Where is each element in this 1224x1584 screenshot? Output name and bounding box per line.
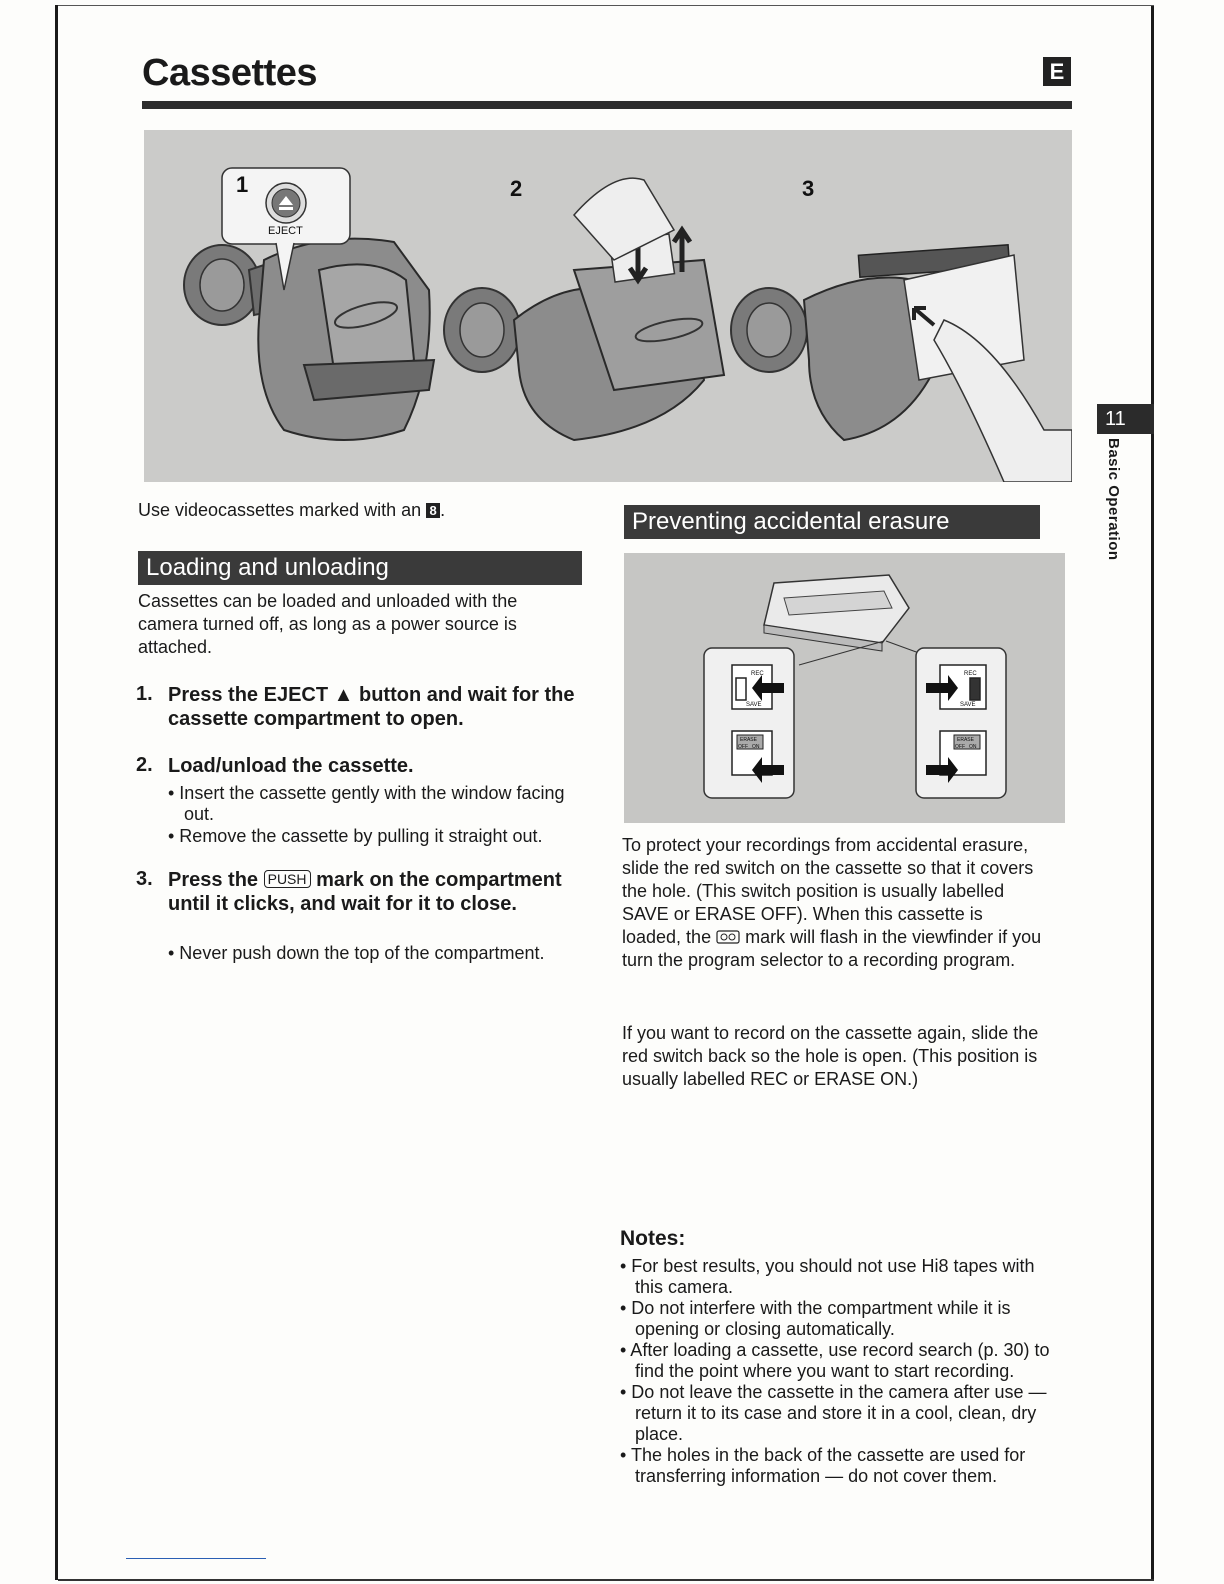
step-label-3: 3 [802,176,815,201]
step-3-number: 3. [136,868,153,890]
section-side-label: Basic Operation [1105,438,1122,561]
footer-rule [126,1558,266,1559]
loading-intro: Cassettes can be loaded and unloaded with the camera turned off, as long as a power source is attached. [138,591,518,657]
title-rule [142,101,1072,109]
label-save-right: SAVE [960,702,976,708]
step-2-bullet-1: • Insert the cassette gently with the window facing out. [168,783,565,824]
note-item: • For best results, you should not use Hi8 tapes with this camera. [620,1256,1035,1297]
page-border-right [1151,5,1154,1580]
notes-title: Notes: [620,1227,686,1250]
erasure-switch-illustration [624,553,1065,823]
erasure-p1-text-b: mark will flash in the viewfinder if you turn the program selector to a recording program. [622,927,1042,970]
erasure-p1-text-a: To protect your recordings from accidental erasure, slide the red switch on the cassette so that it covers the hole. (This switch position is usually labelled SAVE or ERASE OFF). When this cassette is loaded, the [622,835,1034,947]
label-off-left: OFF [738,744,748,750]
push-mark-icon: PUSH [264,870,311,888]
note-item: • Do not interfere with the compartment while it is opening or closing automatically. [620,1298,1011,1339]
eject-label: EJECT [268,225,303,237]
step-1-text-a: Press the EJECT [168,684,334,706]
note-item: • Do not leave the cassette in the camera after use — return it to its case and store it in a cool, clean, dry place. [620,1382,1047,1444]
video8-mark-icon: 8 [426,503,440,518]
step-3-text-a: Press the [168,869,264,891]
page-border-bottom [58,1579,1154,1581]
step-label-1: 1 [236,172,249,197]
label-off-right: OFF [955,744,965,750]
cassette-loading-illustration [144,130,1072,482]
step-1-number: 1. [136,683,153,705]
step-2-heading: Load/unload the cassette. [168,755,414,777]
note-item: • The holes in the back of the cassette are used for transferring information — do not cover them. [620,1445,1026,1486]
camcorder-illustration [144,130,1072,482]
step-1-text-b: button and wait for the cassette compartment to open. [168,684,575,730]
page-number-tab: 11 [1097,404,1154,434]
label-rec-left: REC [751,671,764,677]
cassette-switch-diagram [624,553,1065,823]
intro-text [138,499,578,522]
erasure-paragraph-2: If you want to record on the cassette again, slide the red switch back so the hole is open. (This position is usually labelled REC or ERASE ON.) [622,1023,1039,1089]
intro-text-end: . [440,500,446,520]
tape-protect-icon [716,930,740,944]
loading-heading: Loading and unloading [138,551,582,585]
step-3-text-b: mark on the compartment until it clicks, and wait for it to close. [168,869,562,915]
intro-text-main: Use videocassettes marked with an [138,500,422,520]
note-item: • After loading a cassette, use record search (p. 30) to find the point where you want to start recording. [620,1340,1050,1381]
label-on-left: ON [752,744,760,750]
step-3-heading [168,868,588,916]
language-badge: E [1043,57,1071,86]
step-2-number: 2. [136,754,153,776]
erasure-paragraph-1 [622,834,1042,972]
page-border-left [55,5,58,1580]
label-erase-right: ERASE [957,737,974,743]
notes-list [620,1256,1060,1487]
erasure-heading: Preventing accidental erasure [624,505,1040,539]
label-erase-left: ERASE [740,737,757,743]
step-label-2: 2 [510,176,523,201]
eject-symbol-icon: ▲ [333,684,354,706]
label-on-right: ON [969,744,977,750]
page-title: Cassettes [142,52,318,94]
step-3-bullet-1: • Never push down the top of the compartment. [168,943,545,963]
step-2-bullet-2: • Remove the cassette by pulling it straight out. [168,826,543,846]
page-border-top [58,5,1154,6]
step-1-heading [168,683,588,731]
label-save-left: SAVE [746,702,762,708]
label-rec-right: REC [964,671,977,677]
